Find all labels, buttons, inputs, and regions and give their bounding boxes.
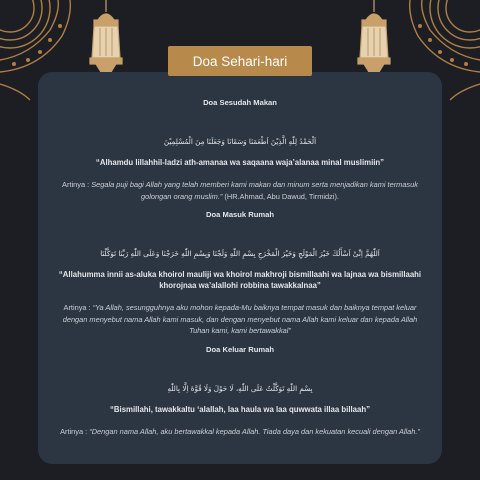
arabic-text: بِسْمِ اللّٰهِ تَوَكَّلْتُ عَلَى اللّٰهِ، لَا حَوْلَ وَلَا قُوَّةَ اِلَّا بِاللّٰهِ	[167, 383, 313, 393]
latin-text: “Alhamdu lillahhil-ladzi ath-amanaa wa saqaana waja’alanaa minal muslimiin”	[95, 158, 385, 167]
meaning-italic: “Ya Allah, sesungguhnya aku mohon kepada-Mu baiknya tempat masuk dan baiknya tempat keluar dengan menyebut nama Allah kami masuk, dan dengan menyebut nama Allah kami keluar dan kepada Allah Tuhan kami, kami bertawakkal”	[62, 303, 418, 335]
doa-section-masuk-rumah	[54, 210, 426, 337]
doa-section-keluar-rumah	[54, 345, 426, 438]
arabic-text: اَلْحَمْدُ لِلّٰهِ الَّذِيْنَ اَطْعَمَنَا وَسَقَانَا وَجَعَلَنَا مِنَ الْمُسْلِمِيْنَ	[163, 137, 317, 146]
doa-section-sesudah-makan	[54, 98, 426, 202]
meaning-text	[54, 426, 426, 438]
section-title: Doa Keluar Rumah	[206, 344, 274, 354]
meaning-italic: “Dengan nama Allah, aku bertawakkal kepada Allah. Tiada daya dan kekuatan kecuali dengan Allah.”	[89, 426, 420, 436]
meaning-text	[54, 302, 426, 337]
latin-text: “Allahumma innii as-aluka khoirol mauliji wa khoirol makhroji bismillaahi wa lajnaa wa bismillaahi khorojnaa wa’alallohi robbina tawakkalnaa”	[58, 270, 422, 290]
meaning-italic: Segala puji bagi Allah yang telah memberi kami makan dan minum serta menjadikan kami termasuk golongan orang muslim.”	[91, 180, 418, 201]
meaning-label: Artinya :	[63, 303, 93, 312]
section-title: Doa Sesudah Makan	[203, 98, 277, 107]
meaning-text	[54, 179, 426, 202]
page-title: Doa Sehari-hari	[168, 46, 312, 76]
arabic-text: اَللّٰهُمَّ اِنِّىْ اَسْأَلُكَ خَيْرَ الْمَوْلَجِ وَخَيْرَ الْمَخْرَجِ بِسْمِ اللّٰهِ وَلَجْنَا وَبِسْمِ اللّٰهِ خَرَجْنَا وَعَلَى اللّٰهِ رَبِّنَا تَوَكَّلْنَا	[100, 249, 380, 258]
latin-text: “Bismillahi, tawakkaltu ‘alallah, laa haula wa laa quwwata illaa billaah”	[110, 404, 370, 414]
meaning-label: Artinya :	[62, 180, 92, 189]
doa-list	[54, 98, 426, 445]
meaning-suffix: (HR.Ahmad, Abu Dawud, Tirmidzi).	[222, 191, 339, 201]
meaning-label: Artinya :	[60, 426, 90, 436]
section-title: Doa Masuk Rumah	[206, 210, 274, 219]
